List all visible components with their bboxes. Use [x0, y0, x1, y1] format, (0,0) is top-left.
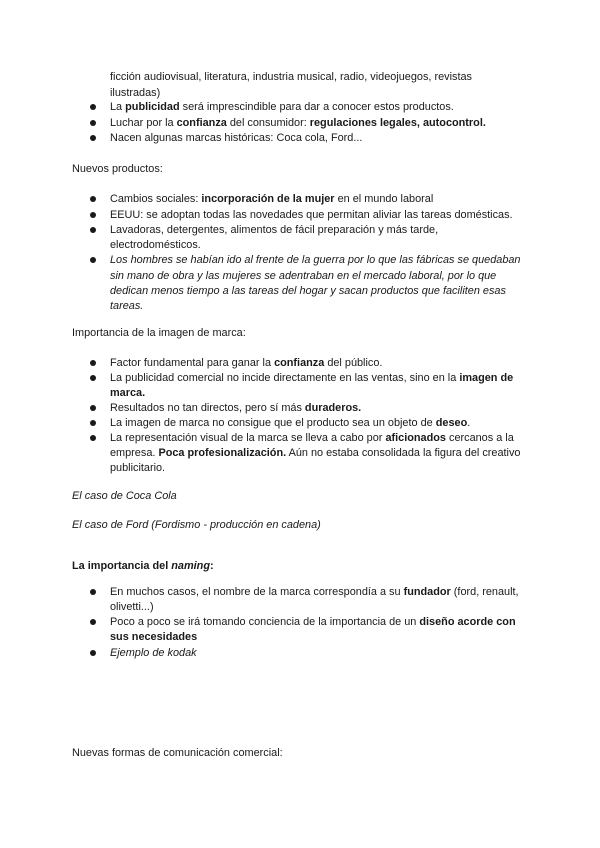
list-item-continuation: sin mano de obra y las mujeres se adentraban en el mercado laboral, por lo que [110, 270, 497, 282]
bullet-dot [90, 104, 96, 110]
section-title-nuevos-productos: Nuevos productos: [72, 163, 163, 175]
list-item-continuation: empresa. Poca profesionalización. Aún no estaba consolidada la figura del creativo [110, 447, 521, 459]
bullet-dot [90, 405, 96, 411]
case-ford: El caso de Ford (Fordismo - producción en cadena) [72, 519, 321, 531]
list-item-continuation: sus necesidades [110, 631, 198, 643]
list-item-continuation: marca. [110, 387, 146, 399]
section-title-naming: La importancia del naming: [72, 560, 214, 572]
bullet-dot [90, 420, 96, 426]
list-item-continuation: tareas. [110, 300, 144, 312]
list-item-italic: Ejemplo de kodak [110, 647, 197, 659]
bullet-dot [90, 135, 96, 141]
continuation-line-1: ficción audiovisual, literatura, industria musical, radio, videojuegos, revistas [110, 71, 472, 83]
list-item: La imagen de marca no consigue que el producto sea un objeto de deseo. [110, 417, 471, 429]
bullet-dot [90, 619, 96, 625]
list-item: La publicidad comercial no incide directamente en las ventas, sino en la imagen de [110, 372, 514, 384]
list-item: Nacen algunas marcas históricas: Coca cola, Ford... [110, 132, 363, 144]
list-item: Lavadoras, detergentes, alimentos de fácil preparación y más tarde, [110, 224, 439, 236]
list-item: Poco a poco se irá tomando conciencia de la importancia de un diseño acorde con [110, 616, 516, 628]
bullet-dot [90, 650, 96, 656]
bullet-dot [90, 212, 96, 218]
bullet-dot [90, 227, 96, 233]
list-item: EEUU: se adoptan todas las novedades que permitan aliviar las tareas domésticas. [110, 209, 513, 221]
section-title-imagen-de-marca: Importancia de la imagen de marca: [72, 327, 246, 339]
list-item-continuation: olivetti...) [110, 601, 154, 613]
bullet-dot [90, 257, 96, 263]
list-item-continuation: publicitario. [110, 462, 166, 474]
list-item: Luchar por la confianza del consumidor: regulaciones legales, autocontrol. [110, 117, 486, 129]
bullet-dot [90, 196, 96, 202]
list-item: La publicidad será imprescindible para dar a conocer estos productos. [110, 101, 454, 113]
section-title-nuevas-formas: Nuevas formas de comunicación comercial: [72, 747, 283, 759]
bullet-dot [90, 120, 96, 126]
list-item: En muchos casos, el nombre de la marca correspondía a su fundador (ford, renault, [110, 586, 519, 598]
bullet-dot [90, 435, 96, 441]
list-item-continuation: electrodomésticos. [110, 239, 201, 251]
list-item: Cambios sociales: incorporación de la mujer en el mundo laboral [110, 193, 434, 205]
list-item-continuation: dedican menos tiempo a las tareas del hogar y sacan productos que faciliten esas [110, 285, 506, 297]
list-item: La representación visual de la marca se lleva a cabo por aficionados cercanos a la [110, 432, 514, 444]
list-item: Resultados no tan directos, pero sí más duraderos. [110, 402, 362, 414]
case-coca-cola: El caso de Coca Cola [72, 490, 177, 502]
list-item-italic: Los hombres se habían ido al frente de la guerra por lo que las fábricas se quedaban [110, 254, 521, 266]
bullet-dot [90, 589, 96, 595]
list-item: Factor fundamental para ganar la confianza del público. [110, 357, 383, 369]
continuation-line-2: ilustradas) [110, 87, 161, 99]
bullet-dot [90, 360, 96, 366]
bullet-dot [90, 375, 96, 381]
